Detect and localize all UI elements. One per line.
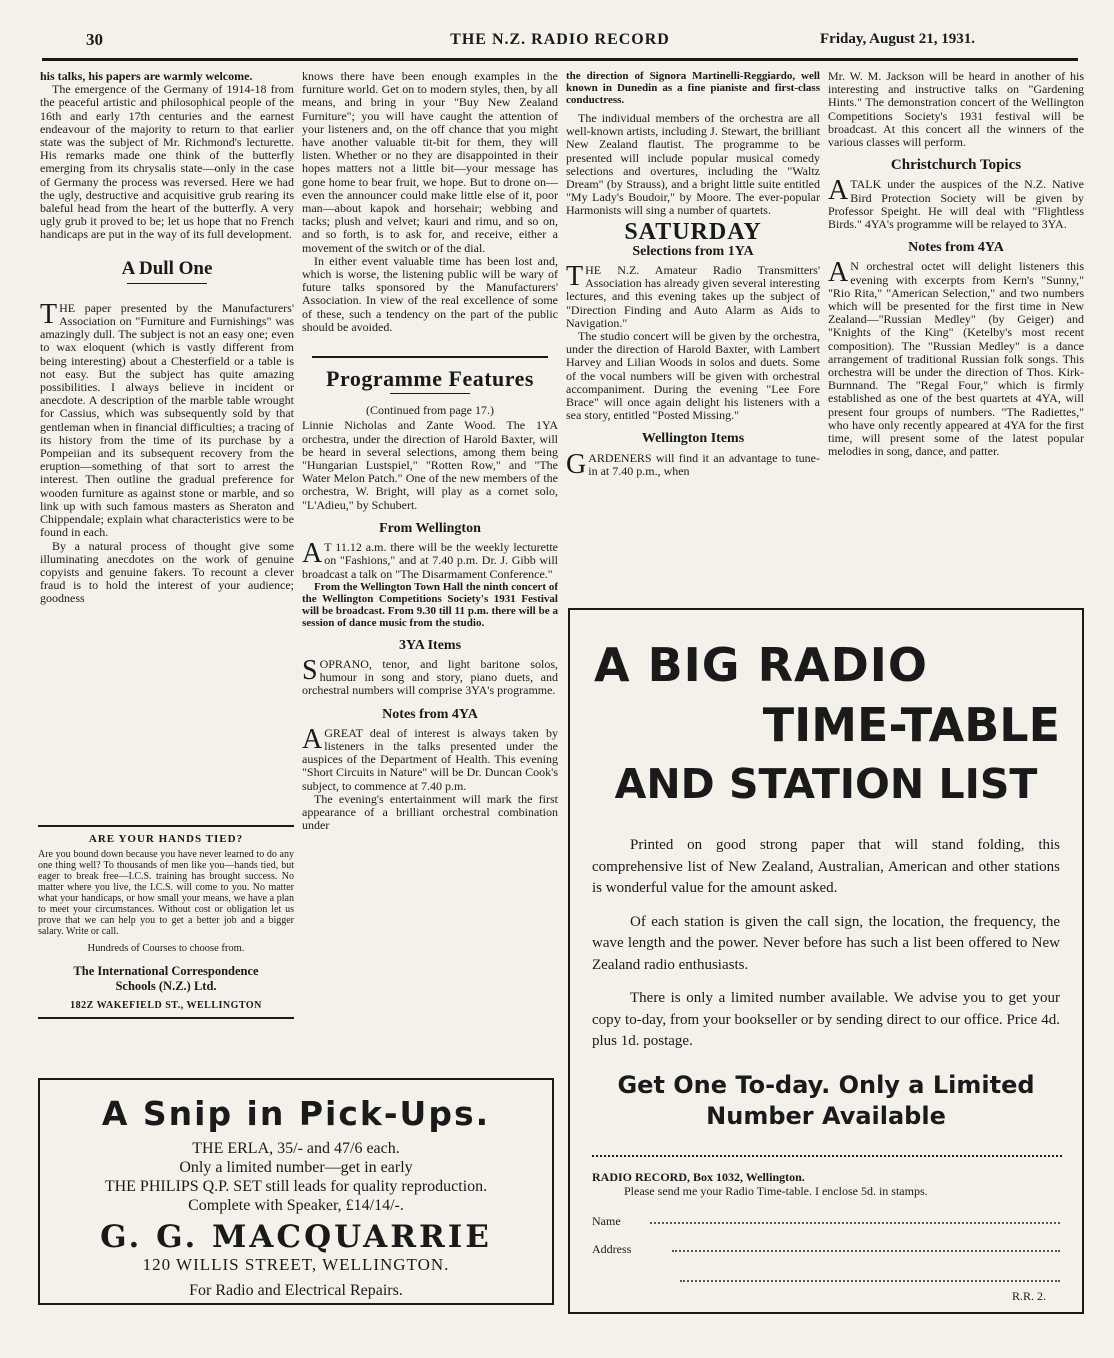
order-coupon: [592, 1170, 1062, 1198]
coupon-instruction: Please send me your Radio Time-table. I enclose 5d. in stamps.: [624, 1184, 928, 1198]
snip-line: THE PHILIPS Q.P. SET still leads for quality reproduction.: [104, 1178, 488, 1195]
call-to-action: [570, 1070, 1082, 1132]
divider: [127, 283, 207, 284]
ics-advertisement: [38, 825, 294, 1019]
col4-paragraph: AN orchestral octet will delight listeners this evening with excerpts from Kern's "Sunny," "Rio Rita," "American Selection," and two numbers which will be presented for the first time in New Zealand—"Russian Medley" (by Geiger) and "Knights of the King" (Ketelby's most recent composition). The "Russian Medley" is a dance arrangement of traditional Russian folk songs. This orchestra will be under the direction of Thos. Kirk-Burnnand. The "Regal Four," which is firmly established as one of the best quartets at 4YA, will present four groups of numbers. "The Radiettes," who have only recently appeared at 4YA for the first time, will present some of the latest popular melodies in song, dance, and patter.: [828, 257, 1084, 459]
radio-paragraph: Printed on good strong paper that will stand folding, this comprehensive list of New Zealand, Australian, American and other stations is wonderful value for the amount asked.: [592, 837, 1060, 896]
macquarrie-advertisement: [38, 1078, 554, 1305]
timetable-advertisement: [568, 608, 1084, 1314]
col2-paragraph: SOPRANO, tenor, and light baritone solos, humour in song and story, piano duets, and orchestral numbers will comprise 3YA's programme.: [302, 654, 558, 698]
col1-paragraph: his talks, his papers are warmly welcome.: [40, 69, 253, 83]
ics-name: Schools (N.Z.) Ltd.: [115, 979, 217, 993]
subheading: Notes from 4YA: [908, 240, 1004, 256]
cta-line: Number Available: [706, 1102, 946, 1130]
page-number: 30: [86, 30, 103, 49]
col2-paragraph: The evening's entertainment will mark the first appearance of a brilliant orchestral combination under: [302, 791, 558, 833]
radio-body: [592, 835, 1060, 1065]
continuation-note: (Continued from page 17.): [366, 403, 494, 418]
snip-tagline: For Radio and Electrical Repairs.: [189, 1282, 403, 1299]
section-heading: Programme Features: [326, 366, 534, 392]
subheading: 3YA Items: [398, 637, 462, 653]
snip-line: THE ERLA, 35/- and 47/6 each.: [192, 1140, 400, 1157]
ics-courses: Hundreds of Courses to choose from.: [87, 943, 245, 954]
address-field-line-2[interactable]: [680, 1280, 1060, 1282]
col3-paragraph: THE N.Z. Amateur Radio Transmitters' Association has already given several interesting lectures, and this evening takes up the subject of "Direction Finding and Auto Alarm as Aids to Navigation.": [566, 261, 820, 330]
column-3: [566, 70, 820, 478]
subheading: Notes from 4YA: [382, 706, 478, 722]
col1-paragraph: THE paper presented by the Manufacturers' Association on "Furniture and Furnishings" was amazingly dull. The subject is not an easy one; even to wax eloquent (which is vastly different from being interesting) about a Chesterfield or a table is not easy. But the subject has quite amazing possibilities. I always believe in incident or anecdote. A description of the marble table wrought for Cassius, which was subsequently sold by that gentleman when in financial difficulties; a tracing of its history from the time of its purchase by a Pompeiian and its subsequent recovery from the eruption—something of that sort to arrest the interest. Then outline the gradual preference for wooden furniture as against stone or marble, and so link up with such famous masters as Sheraton and Chippendale; explain what characteristics were to be found in each.: [40, 298, 294, 540]
col2-paragraph: AGREAT deal of interest is always taken by listeners in the talks presented under the auspices of the Department of Health. This evening "Short Circuits in Nature" will be Dr. Duncan Cook's subject, to commence at 7.40 p.m.: [302, 723, 558, 793]
divider: [390, 393, 470, 394]
coupon-address: RADIO RECORD, Box 1032, Wellington.: [592, 1170, 805, 1184]
col2-paragraph: AT 11.12 a.m. there will be the weekly lecturette on "Fashions," and at 7.40 p.m. Dr. J. Gibb will broadcast a talk on "The Disarmament Conference.": [302, 538, 558, 581]
publication-title: THE N.Z. RADIO RECORD: [450, 31, 670, 48]
subheading: Christchurch Topics: [890, 157, 1022, 174]
col3-paragraph: the direction of Signora Martinelli-Reggiardo, well known in Dunedin as a fine pianiste and first-class conductress.: [566, 70, 820, 106]
col3-paragraph: The individual members of the orchestra are all well-known artists, including J. Stewart, the brilliant New Zealand flautist. The programme to be presented will include popular musical comedy selections and overtures, including the "Waltz Dream" (by Strauss), and a bright little suite entitled "My Lady's Boudoir," by Moore. The ever-popular Harmonists will sing a number of quartets.: [566, 111, 820, 218]
dotted-divider: [592, 1155, 1062, 1157]
ics-name: The International Correspondence: [73, 964, 259, 978]
header-rule: [42, 58, 1078, 61]
page-header: [0, 0, 1114, 62]
article-heading: A Dull One: [121, 257, 213, 279]
subheading: Selections from 1YA: [632, 243, 754, 259]
subheading: Wellington Items: [641, 431, 745, 447]
column-1: [40, 70, 294, 606]
divider: [312, 356, 548, 358]
subheading: From Wellington: [379, 520, 481, 536]
coupon-code: R.R. 2.: [1011, 1289, 1046, 1303]
col4-paragraph: ATALK under the auspices of the N.Z. Native Bird Protection Society will be given by Professor Speight. He will deal with "Flightless Birds." 4YA's programme will be relayed to 3YA.: [828, 175, 1084, 232]
col2-paragraph: From the Wellington Town Hall the ninth concert of the Wellington Competitions Society's 1931 Festival will be broadcast. From 9.30 till 11 p.m. there will be a session of dance music from the studio.: [302, 580, 558, 629]
column-4: [828, 70, 1084, 458]
name-label: Name: [592, 1214, 621, 1228]
radio-heading-1: A BIG RADIO: [594, 638, 928, 692]
column-2: [302, 70, 558, 832]
col3-paragraph: GARDENERS will find it an advantage to tune-in at 7.40 p.m., when: [566, 448, 820, 480]
col1-paragraph: By a natural process of thought give some illuminating anecdotes on the work of genuine copyists and genuine fakers. To recount a clever fraud is to hold the interest of your audience; goodness: [40, 538, 294, 606]
address-field[interactable]: [672, 1250, 1060, 1252]
snip-line: Complete with Speaker, £14/14/-.: [188, 1197, 404, 1214]
snip-title: A Snip in Pick-Ups.: [101, 1094, 491, 1133]
radio-paragraph: There is only a limited number available. We advise you to get your copy to-day, from your bookseller or by sending direct to our office. Price 4d. plus 1d. postage.: [592, 990, 1060, 1049]
col3-paragraph: The studio concert will be given by the orchestra, under the direction of Harold Baxter, with Lambert Harvey and Lilian Woods in solos and duets. Some of the vocal numbers will be given with orchestral accompaniment. During the evening "Lee Fore Brace" will once again delight his listeners with a sea story, entitled "Posted Missing.": [566, 329, 820, 423]
cta-line: Get One To-day. Only a Limited: [617, 1071, 1035, 1099]
snip-address: 120 WILLIS STREET, WELLINGTON.: [142, 1255, 450, 1274]
col1-paragraph: The emergence of the Germany of 1914-18 from the peaceful artistic and philosophical people of the 16th and early 17th centuries and the earnest endeavour of the majority to return to that earlier state was the subject of Mr. Richmond's lecturette. His remarks made one think of the butterfly emerging from its chrysalis state—only in the case of Germany the process was reversed. Here we had the ugly, destructive and acquisitive grub rearing its baleful head from the heart of the butterfly. A very ugly grub it proved to be; let us hope that no French handicaps are put in the way of its full development.: [40, 82, 294, 242]
snip-line: Only a limited number—get in early: [179, 1159, 413, 1176]
address-label: Address: [592, 1242, 632, 1256]
section-heading: SATURDAY: [624, 218, 762, 245]
col2-paragraph: Linnie Nicholas and Zante Wood. The 1YA orchestra, under the direction of Harold Baxter, will be heard in several selections, among them being "Hungarian Lustspiel," "Rotten Row," and "The Water Melon Patch." One of the new members of the orchestra, W. Bright, will play as a cornet solo, "L'Adieu," by Schubert.: [302, 418, 558, 512]
issue-date: Friday, August 21, 1931.: [820, 31, 976, 47]
ics-title: ARE YOUR HANDS TIED?: [88, 833, 244, 845]
name-field[interactable]: [650, 1222, 1060, 1224]
snip-name: G. G. MACQUARRIE: [100, 1219, 492, 1255]
col4-paragraph: Mr. W. M. Jackson will be heard in another of his interesting and instructive talks on "Gardening Hints." The demonstration concert of the Wellington Competitions Society's 1931 festival will be broadcast. At this concert all the winners of the various classes will perform.: [828, 69, 1084, 150]
col2-paragraph: In either event valuable time has been lost and, which is worse, the listening public will be wary of future talks sponsored by the Manufacturers' Association. In view of the real excellence of some of these, such a tendency on the part of the public should be avoided.: [302, 253, 558, 334]
radio-heading-3: AND STATION LIST: [614, 760, 1038, 808]
ics-address: 182Z WAKEFIELD ST., WELLINGTON: [70, 1000, 262, 1011]
ics-body: Are you bound down because you have never learned to do any one thing well? To thousands of men like you—hands tied, but eager to break free—I.C.S. training has brought success. No matter where you live, the I.C.S. will come to you. No matter what your handicaps, or how small your means, we have a plan to meet your circumstances. Without cost or obligation let us prove that we can help you to get a better job and a bigger salary. Write or call.: [38, 849, 294, 937]
radio-paragraph: Of each station is given the call sign, the location, the frequency, the wave length and the power. Never before has such a list been offered to New Zealand radio enthusiasts.: [592, 913, 1060, 973]
radio-heading-2: TIME-TABLE: [762, 698, 1060, 752]
col2-paragraph: knows there have been enough examples in the furniture world. Get on to modern styles, then, by all means, and bring in your "Buy New Zealand Furniture"; you will have caught the attention of your listeners and, on the off chance that you might have another valuable tit-bit for them, they will listen. Whether or no they are disappointed in their hopes matters not a little bit—your message has gone home to bear fruit, we hope. But to drone on—even the announcer could make little else of it, poor man—about kapok and horsehair; webbing and tacks; plush and velvet; kauri and rimu, and so on, and so forth, is to ask for, and receive, either a movement of the switch or of the dial.: [302, 69, 558, 255]
